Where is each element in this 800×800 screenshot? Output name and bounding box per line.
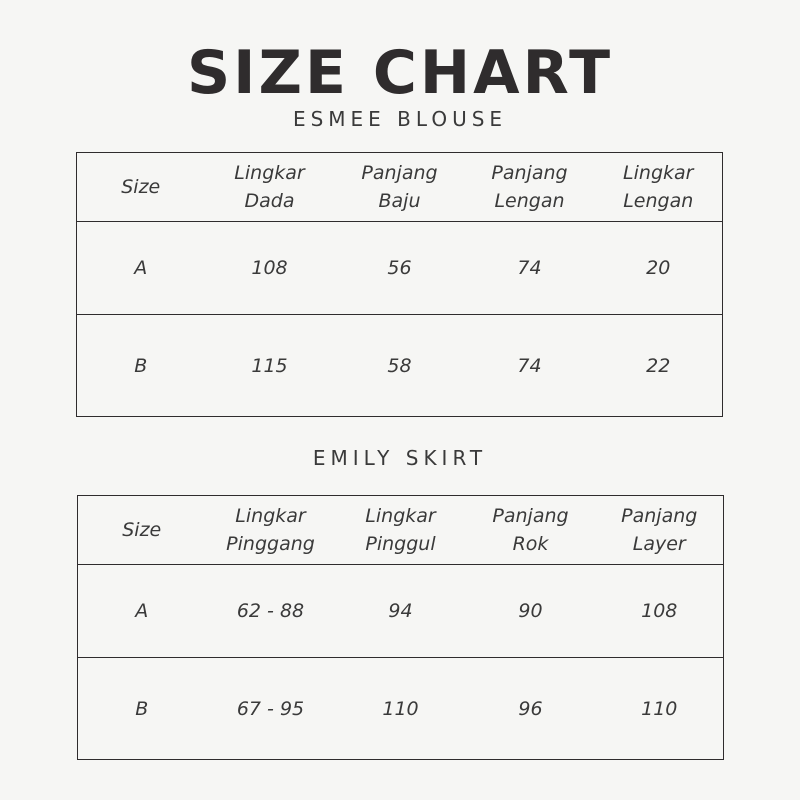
table-cell: 110: [641, 697, 678, 720]
header-cell: Lingkar Dada: [234, 162, 305, 212]
table-header-row: [78, 496, 724, 565]
header-cell: Panjang Rok: [492, 505, 569, 555]
skirt-section-title: EMILY SKIRT: [312, 446, 488, 470]
table-cell: 90: [518, 600, 543, 622]
blouse-section-title: ESMEE BLOUSE: [292, 107, 508, 131]
table-cell: A: [134, 257, 148, 279]
skirt-size-table: [77, 495, 724, 760]
table-cell: 110: [382, 697, 419, 720]
page-title: SIZE CHART: [186, 38, 614, 108]
table-cell: 56: [387, 257, 412, 279]
header-cell: Lingkar Pinggul: [365, 505, 436, 555]
table-cell: 108: [251, 257, 288, 279]
table-row: [77, 315, 723, 417]
table-cell: 20: [646, 257, 671, 279]
table-cell: B: [135, 697, 149, 720]
table-cell: 94: [388, 600, 413, 622]
table-cell: 58: [387, 354, 412, 377]
table-cell: 108: [641, 600, 678, 622]
header-cell: Panjang Layer: [621, 505, 698, 555]
table-cell: 22: [646, 354, 671, 377]
header-cell: Size: [122, 519, 162, 541]
table-cell: A: [135, 600, 149, 622]
table-cell: B: [134, 354, 148, 377]
blouse-size-table: [76, 152, 723, 417]
header-cell: Lingkar Pinggang: [226, 505, 315, 555]
table-cell: 74: [517, 257, 542, 279]
header-cell: Panjang Baju: [361, 162, 438, 212]
table-cell: 96: [518, 697, 543, 720]
table-row: [78, 658, 724, 760]
header-cell: Panjang Lengan: [491, 162, 568, 212]
table-cell: 67 - 95: [236, 697, 305, 720]
table-cell: 74: [517, 354, 542, 377]
table-cell: 115: [251, 354, 288, 377]
table-row: [77, 222, 723, 315]
table-header-row: [77, 153, 723, 222]
table-cell: 62 - 88: [236, 600, 305, 622]
table-row: [78, 565, 724, 658]
header-cell: Size: [121, 176, 161, 198]
header-cell: Lingkar Lengan: [623, 162, 694, 212]
